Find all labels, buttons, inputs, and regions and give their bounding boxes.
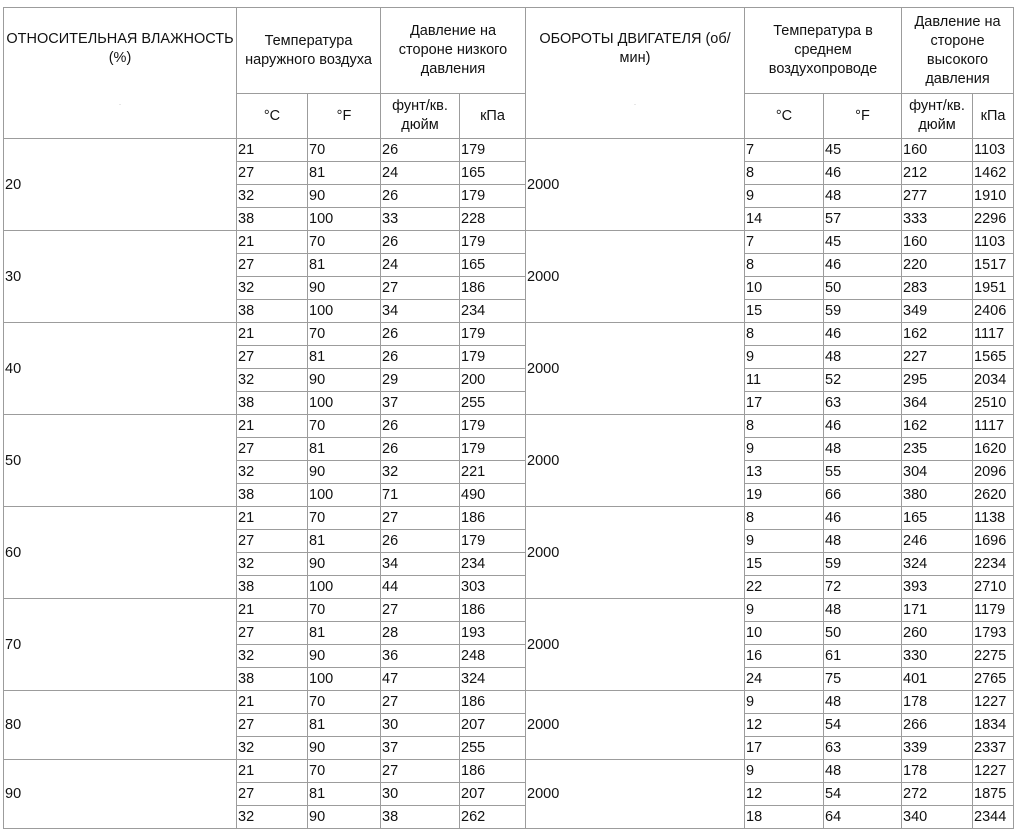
high-pressure-header: Давление на стороне высокого давления [902, 8, 1014, 94]
high-pressure-kpa-cell: 1117 [973, 323, 1014, 346]
mid-duct-fahrenheit-cell: 59 [824, 553, 902, 576]
mid-duct-fahrenheit-cell: 48 [824, 530, 902, 553]
low-pressure-kpa-cell: 234 [460, 553, 526, 576]
low-pressure-psi-cell: 37 [381, 737, 460, 760]
high-pressure-psi-cell: 304 [902, 461, 973, 484]
ambient-temp-fahrenheit-cell: 81 [308, 438, 381, 461]
mid-duct-fahrenheit-cell: 46 [824, 323, 902, 346]
high-pressure-psi-cell: 160 [902, 231, 973, 254]
low-pressure-psi-cell: 27 [381, 507, 460, 530]
humidity-cell: 50 [4, 415, 237, 507]
high-pressure-psi-cell: 333 [902, 208, 973, 231]
high-pressure-psi-cell: 324 [902, 553, 973, 576]
high-pressure-kpa-cell: 1117 [973, 415, 1014, 438]
high-pressure-psi-header: фунт/кв. дюйм [902, 94, 973, 139]
low-pressure-psi-cell: 44 [381, 576, 460, 599]
humidity-cell: 30 [4, 231, 237, 323]
low-pressure-psi-cell: 37 [381, 392, 460, 415]
low-pressure-kpa-cell: 228 [460, 208, 526, 231]
ambient-temp-celsius-cell: 38 [237, 208, 308, 231]
ambient-temp-fahrenheit-cell: 81 [308, 783, 381, 806]
high-pressure-psi-cell: 277 [902, 185, 973, 208]
high-pressure-psi-cell: 364 [902, 392, 973, 415]
mid-duct-celsius-cell: 18 [745, 806, 824, 829]
high-pressure-kpa-cell: 1951 [973, 277, 1014, 300]
high-pressure-kpa-cell: 1910 [973, 185, 1014, 208]
ambient-temp-celsius-cell: 21 [237, 507, 308, 530]
high-pressure-kpa-cell: 2765 [973, 668, 1014, 691]
ambient-temp-fahrenheit-cell: 90 [308, 553, 381, 576]
engine-speed-header-dot: . [633, 97, 637, 107]
ambient-temp-fahrenheit-cell: 90 [308, 185, 381, 208]
mid-duct-fahrenheit-cell: 55 [824, 461, 902, 484]
low-pressure-kpa-cell: 234 [460, 300, 526, 323]
high-pressure-psi-cell: 393 [902, 576, 973, 599]
high-pressure-psi-cell: 283 [902, 277, 973, 300]
low-pressure-kpa-cell: 248 [460, 645, 526, 668]
high-pressure-kpa-cell: 2296 [973, 208, 1014, 231]
high-pressure-kpa-cell: 2096 [973, 461, 1014, 484]
low-pressure-kpa-cell: 186 [460, 277, 526, 300]
low-pressure-psi-cell: 26 [381, 415, 460, 438]
high-pressure-psi-cell: 178 [902, 691, 973, 714]
ambient-temp-celsius-cell: 32 [237, 737, 308, 760]
ambient-temp-celsius-header: °C [237, 94, 308, 139]
low-pressure-kpa-cell: 207 [460, 783, 526, 806]
high-pressure-kpa-cell: 1875 [973, 783, 1014, 806]
high-pressure-psi-cell: 401 [902, 668, 973, 691]
table-row [4, 231, 1014, 254]
ambient-temp-celsius-cell: 21 [237, 599, 308, 622]
low-pressure-psi-cell: 26 [381, 139, 460, 162]
low-pressure-kpa-header: кПа [460, 94, 526, 139]
high-pressure-kpa-cell: 1103 [973, 231, 1014, 254]
low-pressure-kpa-cell: 193 [460, 622, 526, 645]
low-pressure-kpa-cell: 200 [460, 369, 526, 392]
high-pressure-kpa-cell: 2275 [973, 645, 1014, 668]
high-pressure-kpa-cell: 1620 [973, 438, 1014, 461]
high-pressure-psi-cell: 339 [902, 737, 973, 760]
ambient-temp-header: Температура наружного воздуха [237, 8, 381, 94]
low-pressure-header: Давление на стороне низкого давления [381, 8, 526, 94]
ambient-temp-celsius-cell: 32 [237, 806, 308, 829]
ambient-temp-fahrenheit-cell: 81 [308, 714, 381, 737]
high-pressure-kpa-cell: 1565 [973, 346, 1014, 369]
mid-duct-celsius-cell: 13 [745, 461, 824, 484]
mid-duct-fahrenheit-cell: 52 [824, 369, 902, 392]
high-pressure-psi-cell: 160 [902, 139, 973, 162]
high-pressure-kpa-cell: 1462 [973, 162, 1014, 185]
high-pressure-kpa-cell: 2710 [973, 576, 1014, 599]
low-pressure-psi-cell: 26 [381, 530, 460, 553]
humidity-header [4, 8, 237, 139]
ambient-temp-fahrenheit-cell: 100 [308, 576, 381, 599]
low-pressure-kpa-cell: 165 [460, 254, 526, 277]
ambient-temp-celsius-cell: 21 [237, 415, 308, 438]
table-row [4, 599, 1014, 622]
high-pressure-psi-cell: 235 [902, 438, 973, 461]
high-pressure-psi-cell: 162 [902, 415, 973, 438]
humidity-cell: 70 [4, 599, 237, 691]
high-pressure-kpa-cell: 1517 [973, 254, 1014, 277]
low-pressure-kpa-cell: 179 [460, 231, 526, 254]
engine-speed-cell: 2000 [526, 231, 745, 323]
ambient-temp-celsius-cell: 27 [237, 346, 308, 369]
low-pressure-psi-cell: 34 [381, 300, 460, 323]
low-pressure-psi-cell: 38 [381, 806, 460, 829]
mid-duct-fahrenheit-cell: 46 [824, 254, 902, 277]
mid-duct-fahrenheit-header: °F [824, 94, 902, 139]
high-pressure-kpa-cell: 1179 [973, 599, 1014, 622]
mid-duct-fahrenheit-cell: 63 [824, 392, 902, 415]
engine-speed-cell: 2000 [526, 323, 745, 415]
high-pressure-kpa-cell: 2510 [973, 392, 1014, 415]
ac-performance-table [3, 7, 1014, 829]
mid-duct-celsius-cell: 8 [745, 415, 824, 438]
ambient-temp-fahrenheit-cell: 81 [308, 162, 381, 185]
high-pressure-kpa-cell: 2234 [973, 553, 1014, 576]
ambient-temp-celsius-cell: 27 [237, 254, 308, 277]
low-pressure-psi-cell: 27 [381, 760, 460, 783]
ambient-temp-fahrenheit-cell: 100 [308, 392, 381, 415]
ambient-temp-fahrenheit-cell: 100 [308, 484, 381, 507]
ambient-temp-celsius-cell: 38 [237, 668, 308, 691]
low-pressure-kpa-cell: 179 [460, 185, 526, 208]
humidity-header-label: ОТНОСИТЕЛЬНАЯ ВЛАЖНОСТЬ (%) [6, 31, 234, 66]
high-pressure-psi-cell: 330 [902, 645, 973, 668]
high-pressure-psi-cell: 260 [902, 622, 973, 645]
mid-duct-celsius-cell: 17 [745, 737, 824, 760]
ambient-temp-fahrenheit-cell: 90 [308, 369, 381, 392]
mid-duct-celsius-cell: 8 [745, 162, 824, 185]
low-pressure-psi-cell: 24 [381, 162, 460, 185]
mid-duct-fahrenheit-cell: 72 [824, 576, 902, 599]
low-pressure-psi-cell: 24 [381, 254, 460, 277]
high-pressure-kpa-cell: 1103 [973, 139, 1014, 162]
ambient-temp-fahrenheit-cell: 81 [308, 346, 381, 369]
ambient-temp-fahrenheit-cell: 70 [308, 231, 381, 254]
ambient-temp-celsius-cell: 27 [237, 162, 308, 185]
engine-speed-header-label: ОБОРОТЫ ДВИГАТЕЛЯ (об/мин) [539, 31, 731, 66]
mid-duct-celsius-cell: 9 [745, 185, 824, 208]
high-pressure-kpa-cell: 2034 [973, 369, 1014, 392]
ambient-temp-celsius-cell: 21 [237, 139, 308, 162]
high-pressure-kpa-cell: 1138 [973, 507, 1014, 530]
low-pressure-kpa-cell: 186 [460, 507, 526, 530]
mid-duct-celsius-cell: 9 [745, 599, 824, 622]
mid-duct-fahrenheit-cell: 48 [824, 185, 902, 208]
mid-duct-celsius-cell: 16 [745, 645, 824, 668]
low-pressure-kpa-cell: 179 [460, 323, 526, 346]
high-pressure-kpa-cell: 1793 [973, 622, 1014, 645]
mid-duct-celsius-cell: 17 [745, 392, 824, 415]
mid-duct-celsius-cell: 15 [745, 300, 824, 323]
low-pressure-kpa-cell: 179 [460, 438, 526, 461]
mid-duct-celsius-cell: 7 [745, 231, 824, 254]
mid-duct-celsius-cell: 11 [745, 369, 824, 392]
engine-speed-cell: 2000 [526, 507, 745, 599]
table-row [4, 415, 1014, 438]
mid-duct-celsius-cell: 9 [745, 438, 824, 461]
mid-duct-celsius-cell: 22 [745, 576, 824, 599]
humidity-cell: 20 [4, 139, 237, 231]
low-pressure-psi-cell: 30 [381, 783, 460, 806]
mid-duct-celsius-cell: 8 [745, 323, 824, 346]
high-pressure-psi-cell: 380 [902, 484, 973, 507]
low-pressure-psi-cell: 26 [381, 323, 460, 346]
ambient-temp-fahrenheit-cell: 70 [308, 139, 381, 162]
engine-speed-cell: 2000 [526, 599, 745, 691]
low-pressure-psi-cell: 47 [381, 668, 460, 691]
mid-duct-fahrenheit-cell: 66 [824, 484, 902, 507]
low-pressure-psi-cell: 32 [381, 461, 460, 484]
low-pressure-psi-header: фунт/кв. дюйм [381, 94, 460, 139]
humidity-cell: 80 [4, 691, 237, 760]
mid-duct-fahrenheit-cell: 48 [824, 691, 902, 714]
engine-speed-header [526, 8, 745, 139]
high-pressure-psi-cell: 340 [902, 806, 973, 829]
high-pressure-kpa-cell: 1696 [973, 530, 1014, 553]
high-pressure-kpa-cell: 2344 [973, 806, 1014, 829]
mid-duct-celsius-cell: 7 [745, 139, 824, 162]
ambient-temp-celsius-cell: 21 [237, 231, 308, 254]
high-pressure-psi-cell: 349 [902, 300, 973, 323]
low-pressure-kpa-cell: 179 [460, 346, 526, 369]
humidity-header-dot: . [118, 97, 122, 107]
high-pressure-psi-cell: 220 [902, 254, 973, 277]
low-pressure-kpa-cell: 207 [460, 714, 526, 737]
high-pressure-kpa-cell: 1227 [973, 760, 1014, 783]
mid-duct-fahrenheit-cell: 54 [824, 714, 902, 737]
low-pressure-kpa-cell: 262 [460, 806, 526, 829]
high-pressure-psi-cell: 165 [902, 507, 973, 530]
ambient-temp-celsius-cell: 21 [237, 760, 308, 783]
low-pressure-psi-cell: 28 [381, 622, 460, 645]
low-pressure-kpa-cell: 186 [460, 760, 526, 783]
ambient-temp-celsius-cell: 38 [237, 576, 308, 599]
low-pressure-kpa-cell: 179 [460, 139, 526, 162]
mid-duct-fahrenheit-cell: 48 [824, 346, 902, 369]
mid-duct-celsius-cell: 9 [745, 530, 824, 553]
ambient-temp-fahrenheit-header: °F [308, 94, 381, 139]
ambient-temp-celsius-cell: 32 [237, 369, 308, 392]
mid-duct-celsius-cell: 12 [745, 783, 824, 806]
low-pressure-psi-cell: 27 [381, 691, 460, 714]
high-pressure-psi-cell: 272 [902, 783, 973, 806]
high-pressure-psi-cell: 212 [902, 162, 973, 185]
high-pressure-kpa-cell: 2406 [973, 300, 1014, 323]
low-pressure-psi-cell: 26 [381, 438, 460, 461]
high-pressure-psi-cell: 246 [902, 530, 973, 553]
mid-duct-celsius-header: °C [745, 94, 824, 139]
ambient-temp-fahrenheit-cell: 70 [308, 323, 381, 346]
low-pressure-psi-cell: 26 [381, 185, 460, 208]
high-pressure-kpa-cell: 1227 [973, 691, 1014, 714]
low-pressure-psi-cell: 27 [381, 277, 460, 300]
low-pressure-kpa-cell: 186 [460, 599, 526, 622]
mid-duct-fahrenheit-cell: 57 [824, 208, 902, 231]
ambient-temp-celsius-cell: 27 [237, 438, 308, 461]
ambient-temp-celsius-cell: 32 [237, 185, 308, 208]
low-pressure-kpa-cell: 255 [460, 737, 526, 760]
high-pressure-kpa-header: кПа [973, 94, 1014, 139]
humidity-cell: 60 [4, 507, 237, 599]
ambient-temp-fahrenheit-cell: 70 [308, 760, 381, 783]
engine-speed-cell: 2000 [526, 415, 745, 507]
mid-duct-celsius-cell: 24 [745, 668, 824, 691]
high-pressure-kpa-cell: 2620 [973, 484, 1014, 507]
table-row [4, 507, 1014, 530]
ambient-temp-celsius-cell: 27 [237, 714, 308, 737]
high-pressure-psi-cell: 171 [902, 599, 973, 622]
high-pressure-psi-cell: 266 [902, 714, 973, 737]
high-pressure-psi-cell: 227 [902, 346, 973, 369]
ambient-temp-fahrenheit-cell: 70 [308, 507, 381, 530]
ambient-temp-fahrenheit-cell: 81 [308, 254, 381, 277]
header-row-main [4, 8, 1014, 94]
engine-speed-cell: 2000 [526, 139, 745, 231]
ambient-temp-celsius-cell: 21 [237, 323, 308, 346]
low-pressure-psi-cell: 26 [381, 346, 460, 369]
mid-duct-celsius-cell: 14 [745, 208, 824, 231]
high-pressure-kpa-cell: 2337 [973, 737, 1014, 760]
mid-duct-temp-header: Температура в среднем воздухопроводе [745, 8, 902, 94]
engine-speed-cell: 2000 [526, 760, 745, 829]
ambient-temp-fahrenheit-cell: 100 [308, 208, 381, 231]
mid-duct-fahrenheit-cell: 45 [824, 231, 902, 254]
mid-duct-celsius-cell: 8 [745, 254, 824, 277]
engine-speed-cell: 2000 [526, 691, 745, 760]
low-pressure-kpa-cell: 324 [460, 668, 526, 691]
ambient-temp-celsius-cell: 27 [237, 622, 308, 645]
low-pressure-psi-cell: 29 [381, 369, 460, 392]
low-pressure-psi-cell: 71 [381, 484, 460, 507]
mid-duct-fahrenheit-cell: 59 [824, 300, 902, 323]
low-pressure-kpa-cell: 186 [460, 691, 526, 714]
mid-duct-celsius-cell: 8 [745, 507, 824, 530]
low-pressure-kpa-cell: 179 [460, 415, 526, 438]
low-pressure-psi-cell: 26 [381, 231, 460, 254]
low-pressure-kpa-cell: 255 [460, 392, 526, 415]
mid-duct-celsius-cell: 19 [745, 484, 824, 507]
ambient-temp-celsius-cell: 38 [237, 484, 308, 507]
ambient-temp-celsius-cell: 32 [237, 645, 308, 668]
ambient-temp-fahrenheit-cell: 90 [308, 806, 381, 829]
ambient-temp-fahrenheit-cell: 90 [308, 645, 381, 668]
mid-duct-celsius-cell: 10 [745, 622, 824, 645]
mid-duct-fahrenheit-cell: 46 [824, 507, 902, 530]
ambient-temp-fahrenheit-cell: 70 [308, 691, 381, 714]
table-row [4, 691, 1014, 714]
low-pressure-kpa-cell: 221 [460, 461, 526, 484]
high-pressure-psi-cell: 295 [902, 369, 973, 392]
ambient-temp-celsius-cell: 32 [237, 277, 308, 300]
humidity-cell: 40 [4, 323, 237, 415]
ambient-temp-celsius-cell: 21 [237, 691, 308, 714]
ambient-temp-celsius-cell: 32 [237, 553, 308, 576]
table-row [4, 760, 1014, 783]
high-pressure-psi-cell: 178 [902, 760, 973, 783]
ambient-temp-fahrenheit-cell: 100 [308, 668, 381, 691]
low-pressure-kpa-cell: 165 [460, 162, 526, 185]
low-pressure-kpa-cell: 179 [460, 530, 526, 553]
low-pressure-psi-cell: 34 [381, 553, 460, 576]
mid-duct-fahrenheit-cell: 48 [824, 760, 902, 783]
mid-duct-celsius-cell: 9 [745, 346, 824, 369]
ambient-temp-celsius-cell: 27 [237, 530, 308, 553]
ac-performance-table-container [3, 7, 1014, 829]
table-body [4, 139, 1014, 829]
low-pressure-kpa-cell: 303 [460, 576, 526, 599]
ambient-temp-fahrenheit-cell: 90 [308, 737, 381, 760]
mid-duct-fahrenheit-cell: 64 [824, 806, 902, 829]
mid-duct-fahrenheit-cell: 63 [824, 737, 902, 760]
high-pressure-kpa-cell: 1834 [973, 714, 1014, 737]
mid-duct-fahrenheit-cell: 75 [824, 668, 902, 691]
mid-duct-fahrenheit-cell: 48 [824, 438, 902, 461]
mid-duct-celsius-cell: 9 [745, 691, 824, 714]
ambient-temp-fahrenheit-cell: 100 [308, 300, 381, 323]
mid-duct-fahrenheit-cell: 48 [824, 599, 902, 622]
mid-duct-celsius-cell: 9 [745, 760, 824, 783]
low-pressure-psi-cell: 33 [381, 208, 460, 231]
mid-duct-celsius-cell: 10 [745, 277, 824, 300]
low-pressure-psi-cell: 27 [381, 599, 460, 622]
mid-duct-fahrenheit-cell: 50 [824, 622, 902, 645]
mid-duct-fahrenheit-cell: 45 [824, 139, 902, 162]
high-pressure-psi-cell: 162 [902, 323, 973, 346]
mid-duct-fahrenheit-cell: 50 [824, 277, 902, 300]
mid-duct-celsius-cell: 15 [745, 553, 824, 576]
low-pressure-kpa-cell: 490 [460, 484, 526, 507]
ambient-temp-fahrenheit-cell: 90 [308, 461, 381, 484]
mid-duct-fahrenheit-cell: 46 [824, 415, 902, 438]
low-pressure-psi-cell: 30 [381, 714, 460, 737]
table-row [4, 323, 1014, 346]
mid-duct-fahrenheit-cell: 61 [824, 645, 902, 668]
table-row [4, 139, 1014, 162]
mid-duct-fahrenheit-cell: 46 [824, 162, 902, 185]
ambient-temp-celsius-cell: 27 [237, 783, 308, 806]
mid-duct-fahrenheit-cell: 54 [824, 783, 902, 806]
ambient-temp-fahrenheit-cell: 70 [308, 599, 381, 622]
mid-duct-celsius-cell: 12 [745, 714, 824, 737]
ambient-temp-celsius-cell: 38 [237, 392, 308, 415]
ambient-temp-fahrenheit-cell: 81 [308, 622, 381, 645]
ambient-temp-fahrenheit-cell: 90 [308, 277, 381, 300]
ambient-temp-celsius-cell: 38 [237, 300, 308, 323]
table-header [4, 8, 1014, 139]
ambient-temp-fahrenheit-cell: 70 [308, 415, 381, 438]
humidity-cell: 90 [4, 760, 237, 829]
low-pressure-psi-cell: 36 [381, 645, 460, 668]
ambient-temp-celsius-cell: 32 [237, 461, 308, 484]
ambient-temp-fahrenheit-cell: 81 [308, 530, 381, 553]
